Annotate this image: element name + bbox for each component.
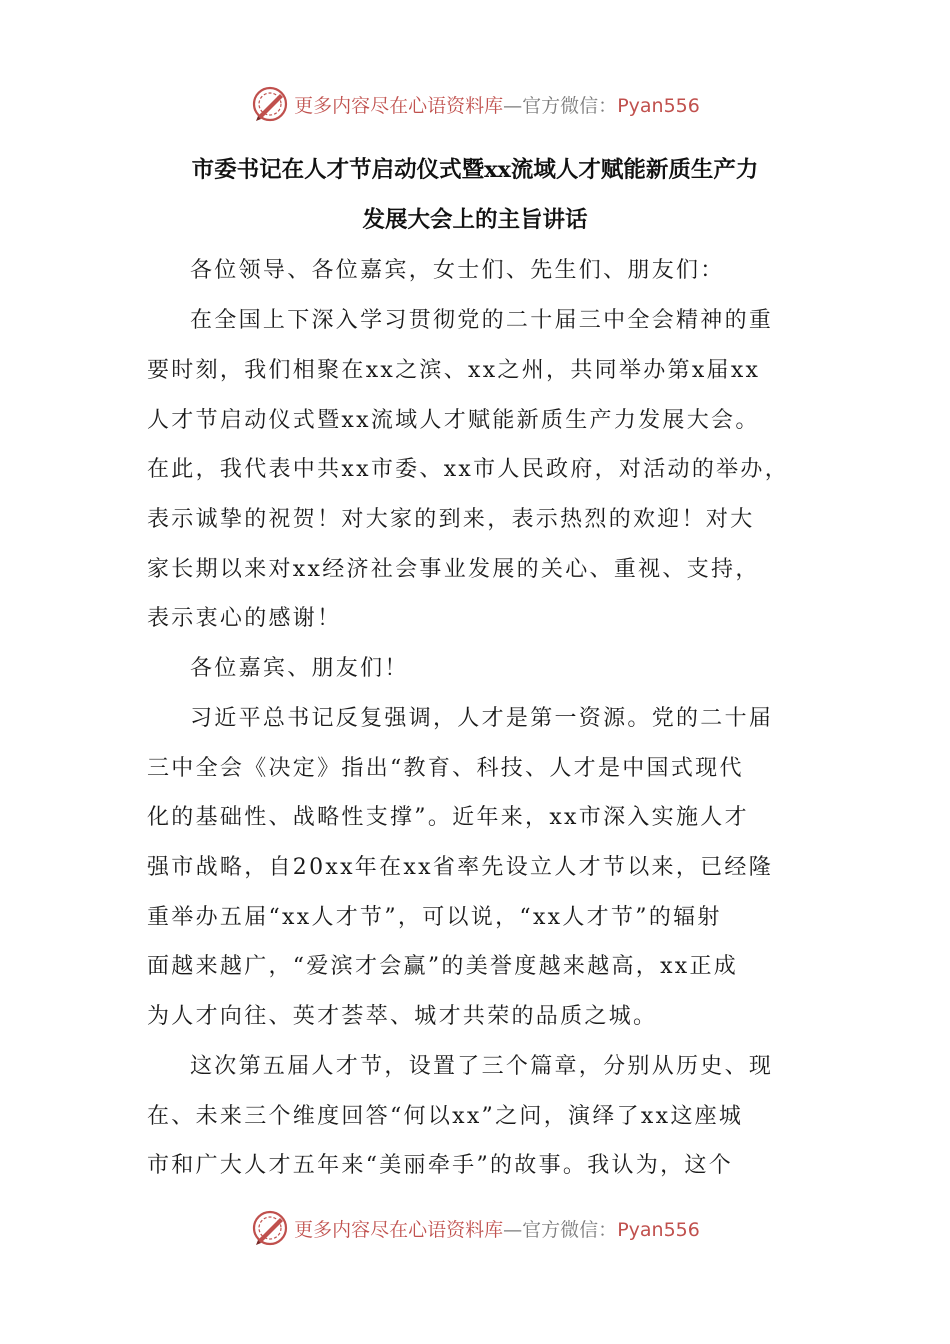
watermark-text	[294, 1215, 700, 1242]
body-line: 为人才向往、英才荟萃、城才共荣的品质之城。	[147, 1004, 658, 1029]
watermark-footer	[0, 1206, 950, 1250]
body-line: 这次第五届人才节，设置了三个篇章，分别从历史、现	[190, 1054, 774, 1079]
body-line: 在全国上下深入学习贯彻党的二十届三中全会精神的重	[190, 308, 774, 333]
pen-logo-icon	[250, 84, 290, 124]
watermark-header	[0, 82, 950, 126]
watermark-main: 更多内容尽在心语资料库	[294, 94, 504, 117]
watermark-dash: —	[503, 94, 523, 117]
watermark-sub: 官方微信：	[522, 1218, 618, 1241]
watermark-id: Pyan556	[617, 1218, 700, 1241]
body-line: 三中全会《决定》指出“教育、科技、人才是中国式现代	[147, 756, 744, 781]
body-line: 强市战略，自20xx年在xx省率先设立人才节以来，已经隆	[147, 855, 774, 880]
body-line: 化的基础性、战略性支撑”。近年来，xx市深入实施人才	[147, 805, 749, 830]
body-line: 要时刻，我们相聚在xx之滨、xx之州，共同举办第x届xx	[147, 358, 761, 383]
document-title-line-1: 市委书记在人才节启动仪式暨xx流域人才赋能新质生产力	[191, 157, 759, 183]
watermark-main: 更多内容尽在心语资料库	[294, 1218, 504, 1241]
watermark-sub: 官方微信：	[522, 94, 618, 117]
body-line: 各位领导、各位嘉宾，女士们、先生们、朋友们：	[190, 258, 725, 283]
body-line: 在、未来三个维度回答“何以xx”之问，演绎了xx这座城	[147, 1104, 744, 1129]
pen-logo-icon	[250, 1208, 290, 1248]
body-line: 重举办五届“xx人才节”，可以说，“xx人才节”的辐射	[147, 905, 722, 930]
body-line: 家长期以来对xx经济社会事业发展的关心、重视、支持，	[147, 557, 760, 582]
body-line: 市和广大人才五年来“美丽牵手”的故事。我认为，这个	[147, 1153, 733, 1178]
body-line: 习近平总书记反复强调，人才是第一资源。党的二十届	[190, 706, 774, 731]
body-line: 各位嘉宾、朋友们！	[190, 656, 409, 681]
watermark-text	[294, 91, 700, 118]
document-title-line-2: 发展大会上的主旨讲话	[362, 207, 588, 233]
watermark-dash: —	[503, 1218, 523, 1241]
watermark-id: Pyan556	[617, 94, 700, 117]
body-line: 表示衷心的感谢！	[147, 606, 342, 631]
body-line: 面越来越广，“爱滨才会赢”的美誉度越来越高，xx正成	[147, 954, 739, 979]
body-line: 表示诚挚的祝贺！对大家的到来，表示热烈的欢迎！对大	[147, 507, 755, 532]
body-line: 在此，我代表中共xx市委、xx市人民政府，对活动的举办，	[147, 457, 790, 482]
body-line: 人才节启动仪式暨xx流域人才赋能新质生产力发展大会。	[147, 408, 760, 433]
